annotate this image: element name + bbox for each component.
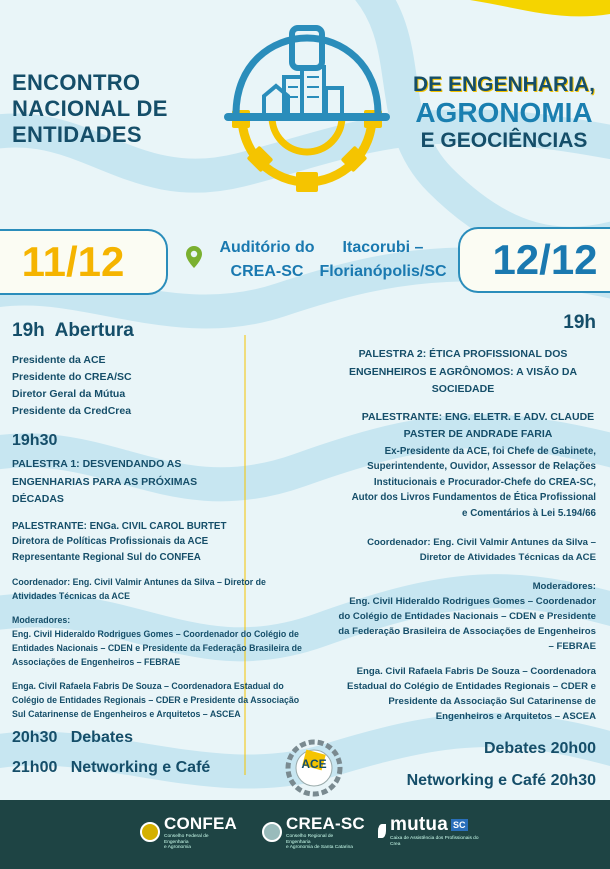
title-left-line2: NACIONAL DE: [12, 96, 168, 121]
day1-schedule: [12, 320, 312, 777]
location-venue-line2: CREA-SC: [230, 263, 304, 280]
ace-logo: [282, 738, 346, 803]
mutua-sub: Caixa de Assistência dos Profissionais do Crea: [390, 836, 479, 847]
talk-title-line: ENGENHEIROS E AGRÔNOMOS: A VISÃO DA: [348, 365, 578, 378]
day2-debates: Debates 20h00: [483, 740, 596, 757]
coordinator-line: Diretor de Atividades Técnicas da ACE: [419, 552, 596, 563]
day2-coordinator: [330, 535, 596, 565]
moderator-line: Eng. Civil Hideraldo Rodrigues Gomes – Coordenador: [349, 596, 596, 607]
title-left-line3: ENTIDADES: [12, 122, 142, 147]
day2-schedule: [330, 312, 596, 790]
day1-talk-title: [12, 456, 312, 509]
crea-name: CREA-SC: [286, 814, 365, 833]
confea-sub-line: Conselho Federal de Engenharia: [164, 834, 209, 845]
location-venue-line1: Auditório do: [219, 239, 315, 256]
speaker-line: Diretora de Políticas Profissionais da ACE: [12, 536, 209, 547]
location-city: [308, 236, 458, 284]
mutua-name: mutua: [390, 814, 448, 835]
day1-networking-label: Networking e Café: [70, 759, 211, 776]
talk-title-line: PALESTRA 2: ÉTICA PROFISSIONAL DOS: [358, 348, 568, 360]
speaker-line: PASTER DE ANDRADE FARIA: [403, 428, 553, 440]
speaker-line: Representante Regional Sul do CONFEA: [12, 551, 201, 563]
day2-moderators: [330, 579, 596, 724]
day1-opening: [12, 320, 312, 342]
day2-speaker-bio: [330, 444, 596, 522]
title-left: [12, 70, 202, 148]
crea-sub: [286, 834, 356, 851]
ace-logo-text: ACE: [301, 757, 327, 771]
moderator-line: Enga. Civil Rafaela Fabris De Souza – Coordenadora Estadual do: [12, 681, 284, 691]
location-city-line1: Itacorubi –: [342, 239, 424, 256]
crea-seal-icon: [262, 822, 282, 842]
confea-seal-icon: [140, 822, 160, 842]
day2-networking: Networking e Café 20h30: [406, 772, 596, 789]
confea-sub-line: e Agronomia: [164, 845, 191, 850]
title-right-line2: AGRONOMIA: [415, 97, 593, 128]
date-day2: 12/12: [458, 227, 610, 293]
day1-opening-list: [12, 352, 312, 420]
day1-moderators: [12, 613, 312, 721]
speaker-line: PALESTRANTE: ENG. ELETR. E ADV. CLAUDE: [361, 410, 595, 423]
confea-name: CONFEA: [164, 814, 237, 833]
moderator-line: Eng. Civil Hideraldo Rodrigues Gomes – Coordenador do Colégio de: [12, 629, 299, 639]
moderator-line: Engenheiros e Arquitetos – ASCEA: [435, 711, 596, 722]
crea-sub-line: Conselho Regional de Engenharia: [286, 834, 334, 845]
moderator-line: Colégio de Entidades Regionais – CDER e Presidente da Associação: [12, 695, 300, 705]
day1-networking: [12, 759, 312, 777]
bio-line: Superintendente, Ouvidor, Assessor de Relações: [367, 461, 596, 472]
speaker-line: PALESTRANTE: ENGa. CIVIL CAROL BURTET: [12, 520, 227, 532]
day1-coordinator: [12, 575, 312, 603]
crea-sub-line: e Agronomia de Santa Catarina: [286, 845, 353, 850]
moderator-line: Presidente da Associação Sul Catarinense de: [388, 696, 596, 707]
confea-sub: [164, 834, 234, 851]
day1-debates: [12, 729, 312, 747]
title-right-line3: E GEOCIÊNCIAS: [420, 129, 588, 152]
moderators-label: Moderadores:: [12, 615, 71, 625]
location-city-line2: Florianópolis/SC: [319, 263, 447, 280]
moderator-line: da Federação Brasileira de Associações de Engenheiros: [338, 626, 596, 637]
mutua-leaf-icon: [378, 824, 386, 838]
bio-line: e Comentários à Lei 5.194/66: [462, 507, 596, 519]
mutua-logo: [378, 814, 480, 847]
title-right-line1: DE ENGENHARIA,: [412, 73, 596, 96]
mutua-badge: SC: [453, 820, 466, 830]
day1-debates-time: 20h30: [12, 729, 58, 746]
title-left-line1: ENCONTRO: [12, 70, 141, 95]
moderator-line: Entidades Nacionais – CDEN e Presidente da Federação Brasileira de: [12, 643, 302, 653]
talk-title-line: PALESTRA 1: DESVENDANDO AS: [12, 458, 182, 470]
list-item: Presidente do CREA/SC: [12, 371, 132, 383]
day1-speaker: [12, 519, 312, 566]
day1-talk-time: 19h30: [12, 432, 58, 449]
bio-line: Ex-Presidente da ACE, foi Chefe de Gabinete,: [384, 445, 596, 457]
title-right: [404, 72, 604, 154]
talk-title-line: SOCIEDADE: [431, 383, 495, 395]
day1-debates-label: Debates: [70, 729, 133, 746]
moderator-line: Sul Catarinense de Engenheiros e Arquitetos – ASCEA: [12, 709, 241, 719]
moderator-line: Associações de Engenheiros – FEBRAE: [12, 657, 181, 667]
coordinator-line: Coordenador: Eng. Civil Valmir Antunes da Silva –: [367, 537, 596, 548]
moderator-line: Estadual do Colégio de Entidades Regionais – CDER e: [347, 681, 596, 692]
moderator-line: – FEBRAE: [548, 641, 596, 652]
day2-speaker-head: [330, 409, 596, 444]
coordinator-line: Atividades Técnicas da ACE: [12, 591, 130, 601]
day1-opening-time: 19h: [12, 320, 45, 341]
day2-time: 19h: [563, 312, 596, 333]
list-item: Presidente da CredCrea: [12, 405, 132, 417]
hardhat-gear-buildings-icon: [222, 22, 392, 197]
moderator-line: do Colégio de Entidades Nacionais – CDEN e Presidente: [338, 611, 596, 622]
location-venue: [212, 236, 322, 284]
moderator-line: Enga. Civil Rafaela Fabris De Souza – Coordenadora: [356, 666, 596, 677]
date-day1: 11/12: [0, 229, 168, 295]
moderators-label: Moderadores:: [532, 581, 596, 592]
list-item: Presidente da ACE: [12, 354, 106, 366]
talk-title-line: ENGENHARIAS PARA AS PRÓXIMAS: [12, 475, 198, 488]
map-pin-icon: [186, 246, 202, 268]
bio-line: Autor dos Livros Fundamentos de Ética Profissional: [351, 492, 596, 503]
day1-networking-time: 21h00: [12, 759, 58, 776]
footer-bar: [0, 800, 610, 869]
day2-talk-title: [330, 346, 596, 399]
bio-line: Institucionais e Procurador-Chefe do CREA-SC,: [373, 476, 596, 488]
crea-sc-logo: [262, 814, 365, 851]
coordinator-line: Coordenador: Eng. Civil Valmir Antunes da Silva – Diretor de: [12, 577, 266, 587]
talk-title-line: DÉCADAS: [12, 493, 64, 505]
confea-logo: [140, 814, 237, 851]
day1-opening-label: Abertura: [54, 320, 134, 341]
list-item: Diretor Geral da Mútua: [12, 388, 126, 400]
